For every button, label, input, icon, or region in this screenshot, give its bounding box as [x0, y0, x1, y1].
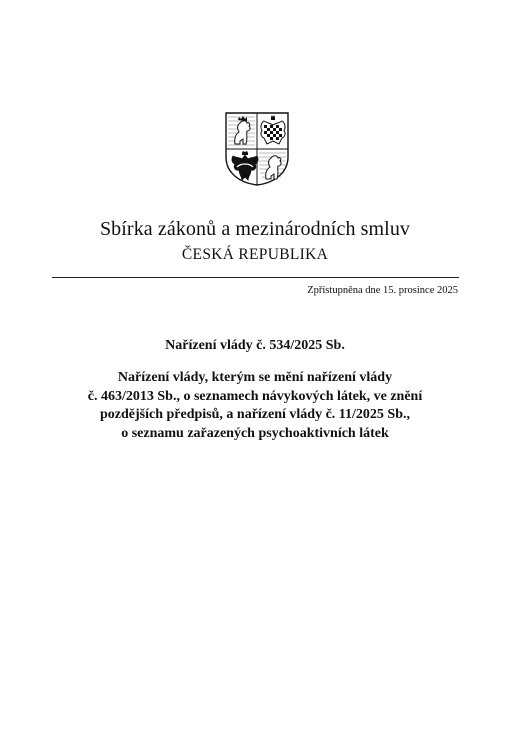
- document-title-line: o seznamu zařazených psychoaktivních látek: [121, 425, 389, 441]
- czech-coat-of-arms-icon: [224, 111, 290, 187]
- document-title-line: Nařízení vlády, kterým se mění nařízení vlády: [117, 370, 393, 385]
- document-number: Nařízení vlády č. 534/2025 Sb.: [165, 338, 345, 353]
- header-divider: [52, 277, 459, 278]
- document-title-line: č. 463/2013 Sb., o seznamech návykových látek, ve znění: [87, 388, 423, 404]
- publication-date: Zpřístupněna dne 15. prosince 2025: [307, 285, 458, 296]
- document-title-line: pozdějších předpisů, a nařízení vlády č. 11/2025 Sb.,: [100, 407, 410, 422]
- country-name: ČESKÁ REPUBLIKA: [181, 246, 329, 263]
- document-title: [60, 369, 450, 443]
- collection-title: Sbírka zákonů a mezinárodních smluv: [99, 218, 411, 240]
